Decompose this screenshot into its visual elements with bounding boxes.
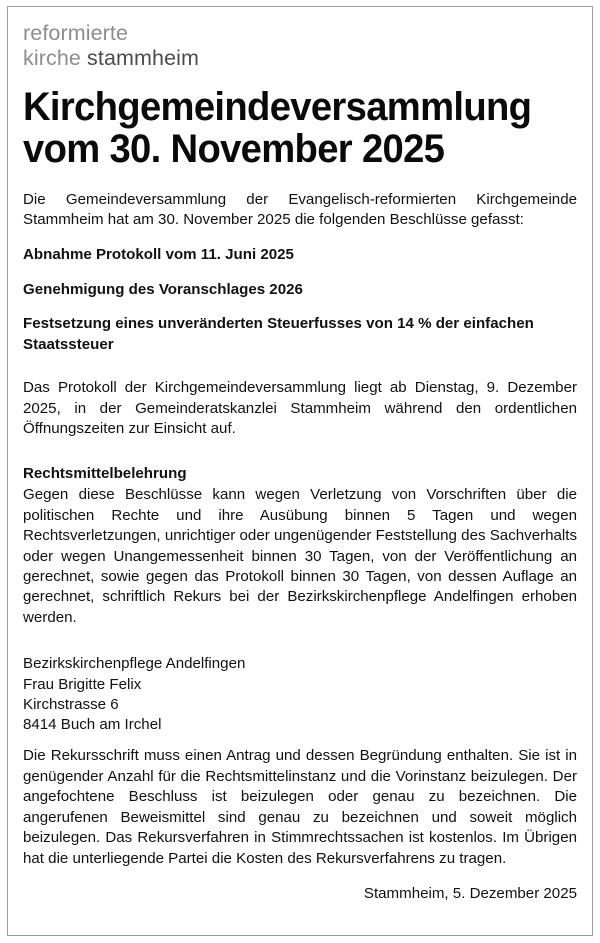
intro-paragraph: Die Gemeindeversammlung der Evangelisch-reformierten Kirchgemeinde Stammheim hat am 30. November 2025 die folgenden Beschlüsse gefasst: [23, 190, 577, 228]
page-title-line-2: vom 30. November 2025 [23, 127, 445, 172]
logo-line-reformierte: reformierte [23, 21, 129, 45]
page-title-line-1: Kirchgemeindeversammlung [23, 84, 532, 129]
spacer-before-address [23, 643, 577, 654]
protocol-notice-paragraph: Das Protokoll der Kirchgemeindeversammlung liegt ab Dienstag, 9. Dezember 2025, in der Gemeinderatskanzlei Stammheim während den ordentlichen Öffnungszeiten zur Einsicht auf. [23, 379, 577, 438]
page-title [23, 86, 552, 171]
logo-word-stammheim: stammheim [87, 46, 200, 71]
spacer-before-appeal [23, 455, 577, 464]
address-line-city: 8414 Buch am Irchel [23, 716, 162, 734]
document-frame [7, 6, 593, 936]
address-line-street: Kirchstrasse 6 [23, 695, 119, 713]
spacer-after-resolutions [23, 369, 577, 378]
organization-logo [23, 21, 577, 72]
logo-line-kirche-stammheim [23, 46, 577, 71]
address-line-organization: Bezirkskirchenpflege Andelfingen [23, 655, 246, 673]
appeal-paragraph: Gegen diese Beschlüsse kann wegen Verletzung von Vorschriften über die politischen Rechte und ihre Ausübung binnen 5 Tagen und wegen Rechtsverletzungen, unrichtiger oder ungenügender Feststellung des Sachverhalts oder wegen Unangemessenheit binnen 30 Tagen, von der Veröffentlichung an gerechnet, sowie gegen das Protokoll binnen 30 Tagen, von dessen Auflage an gerechnet, schriftlich Rekurs bei der Bezirkskirchenpflege Andelfingen erhoben werden. [23, 486, 577, 626]
appeal-requirements-paragraph: Die Rekursschrift muss einen Antrag und dessen Begründung enthalten. Sie ist in genügender Anzahl für die Rechtsmittelinstanz und die Vorinstanz beizulegen. Der angefochtene Beschluss ist beizulegen oder genau zu bezeichnen. Die angerufenen Beweismittel sind genau zu bezeichnen und soweit möglich beizulegen. Das Rekursverfahren in Stimmrechtssachen ist kostenlos. Im Übrigen hat die unterliegende Partei die Kosten des Rekursverfahrens zu tragen. [23, 747, 577, 867]
appeal-authority-address [23, 654, 577, 735]
spacer-after-address [23, 735, 577, 746]
logo-word-kirche: kirche [23, 46, 88, 71]
resolution-item-3: Festsetzung eines unveränderten Steuerfusses von 14 % der einfachen Staatssteuer [23, 315, 534, 353]
resolution-item-2: Genehmigung des Voranschlages 2026 [23, 280, 303, 298]
address-line-person: Frau Brigitte Felix [23, 675, 142, 693]
appeal-section-heading: Rechtsmittelbelehrung [23, 464, 187, 482]
dateline: Stammheim, 5. Dezember 2025 [363, 885, 577, 903]
document-body [23, 190, 577, 905]
resolution-item-1: Abnahme Protokoll vom 11. Juni 2025 [23, 246, 294, 264]
